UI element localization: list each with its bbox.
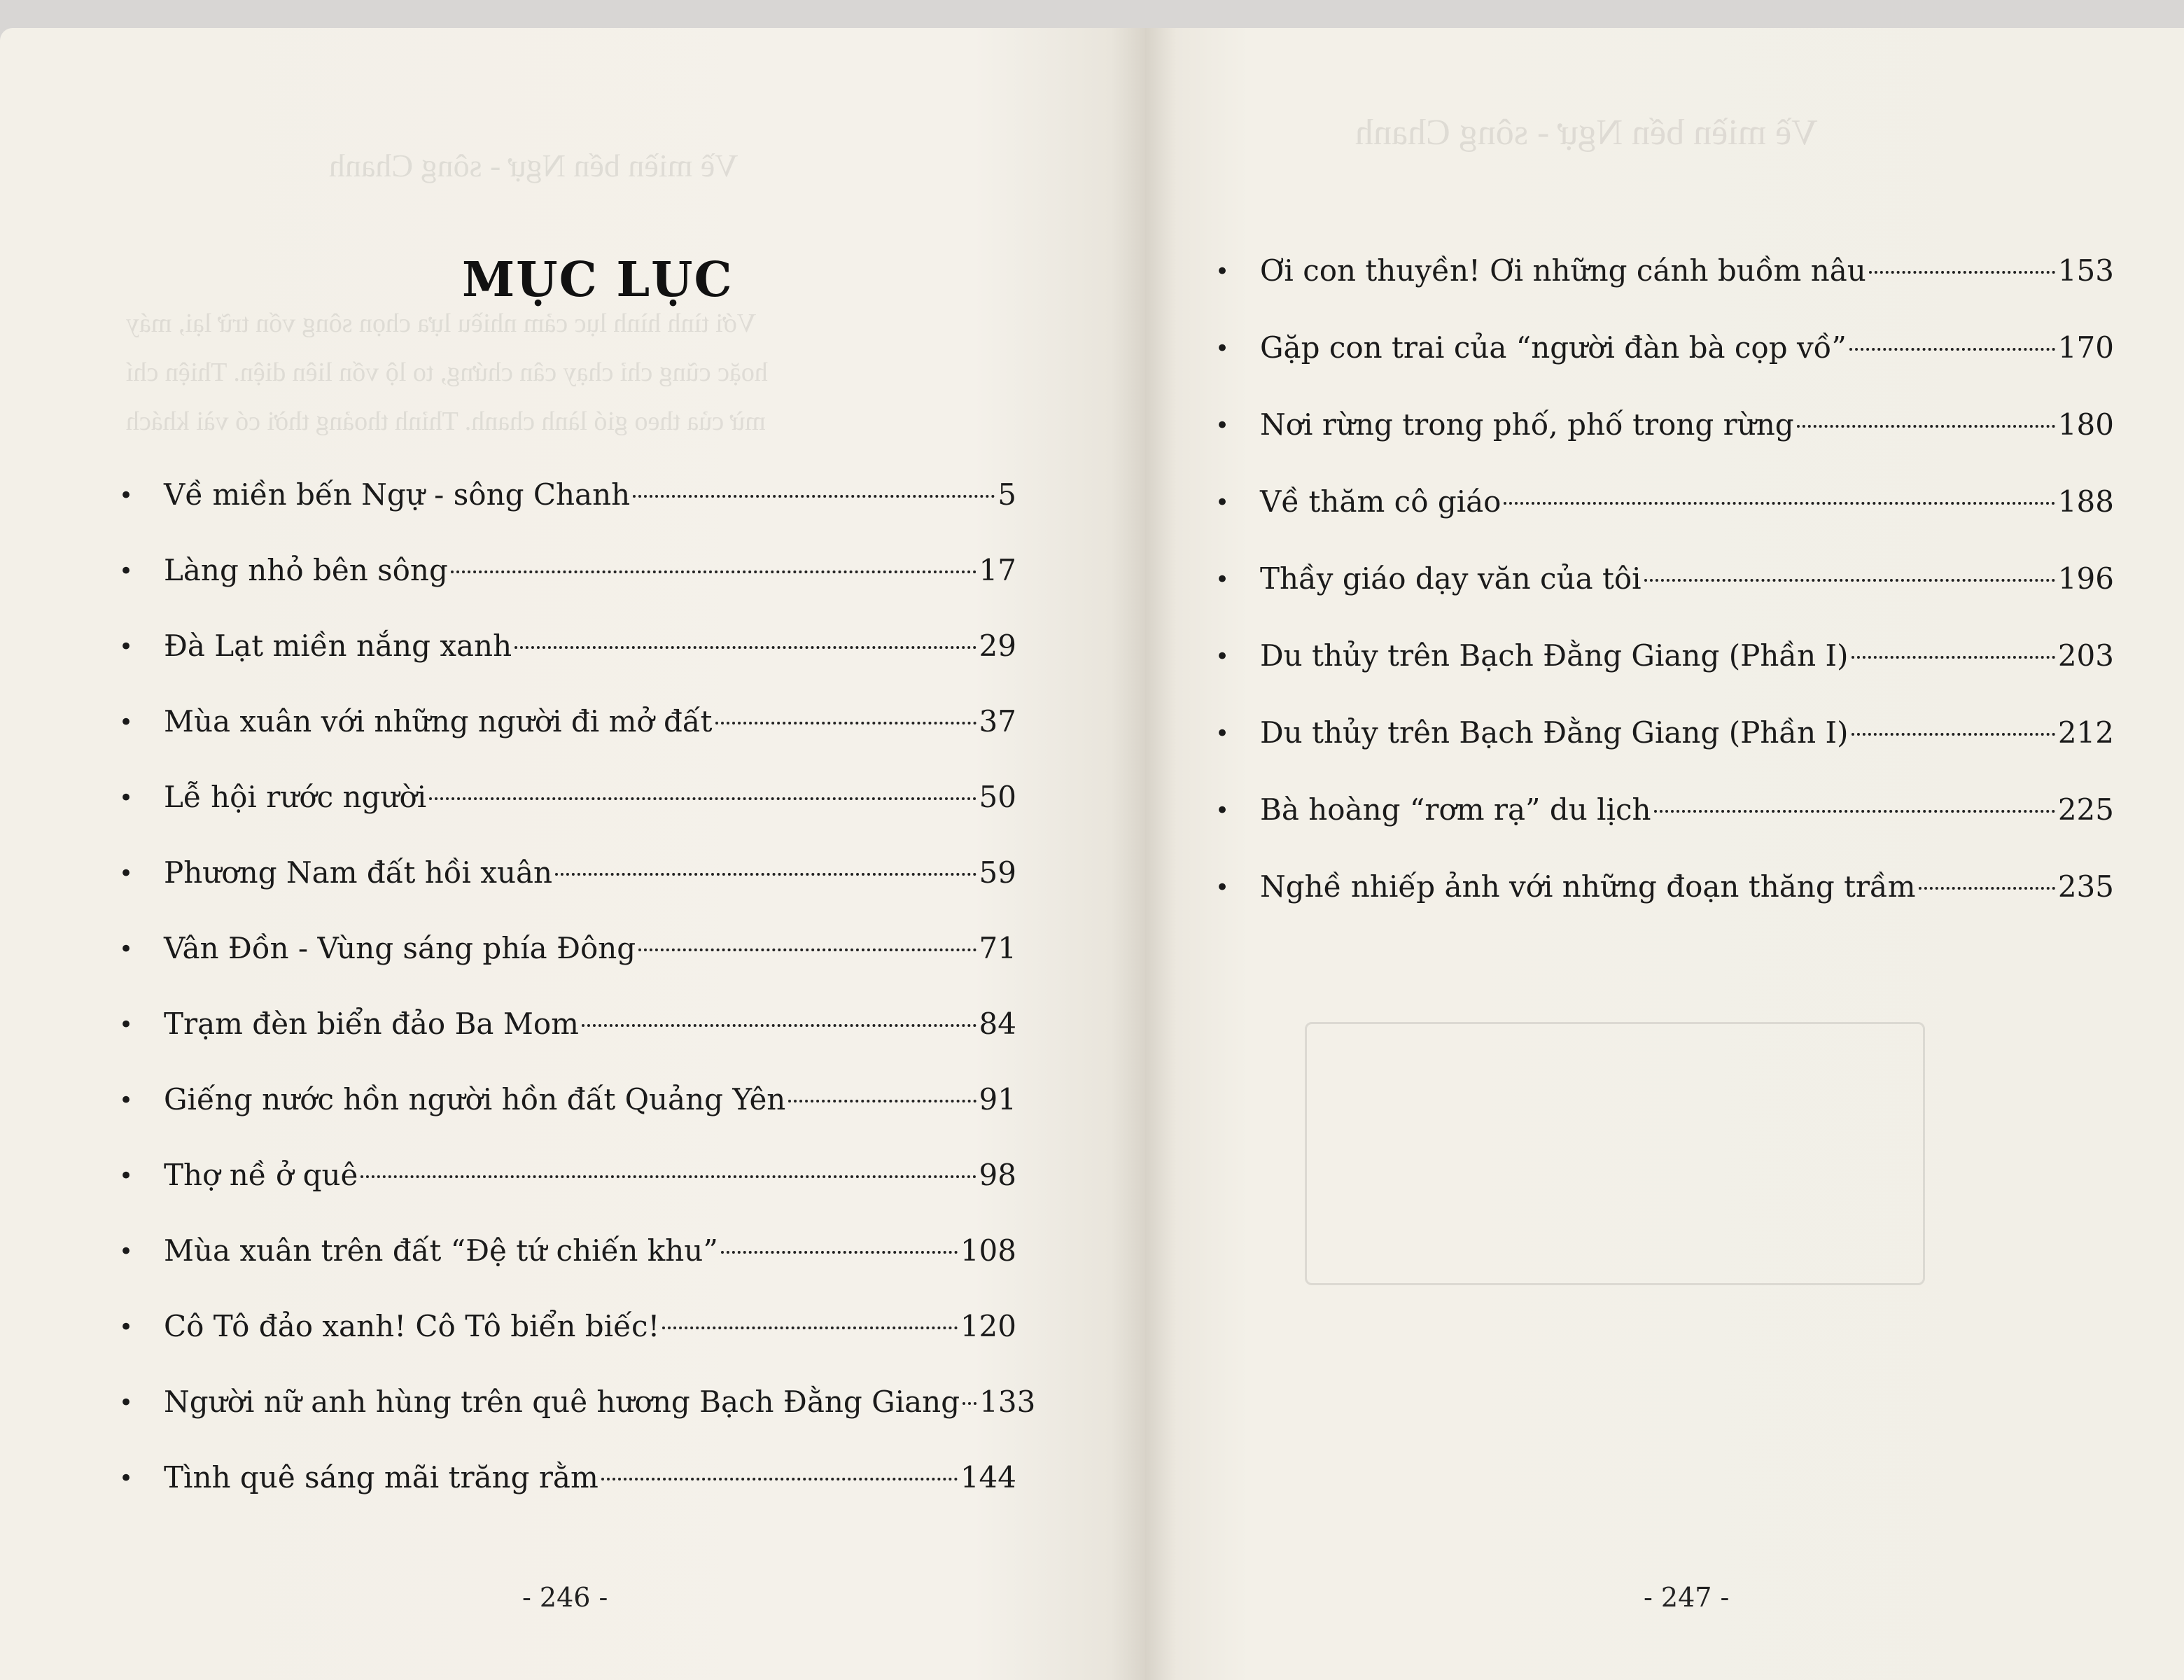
toc-entry[interactable] <box>119 704 1016 738</box>
bullet-icon: • <box>1215 412 1230 440</box>
toc-entry[interactable] <box>119 931 1016 965</box>
entry-title: Thầy giáo dạy văn của tôi <box>1260 561 1642 596</box>
dot-leader <box>1869 271 2055 274</box>
toc-entry[interactable] <box>119 629 1016 663</box>
bullet-icon: • <box>119 482 134 510</box>
entry-page-number: 71 <box>979 931 1016 965</box>
dot-leader <box>662 1326 957 1329</box>
entry-page-number: 235 <box>2057 869 2114 904</box>
toc-entry[interactable] <box>119 1007 1016 1041</box>
entry-page-number: 133 <box>979 1385 1036 1419</box>
bullet-icon: • <box>1215 566 1230 594</box>
dot-leader <box>788 1100 976 1102</box>
entry-page-number: 17 <box>979 553 1016 587</box>
entry-title: Mùa xuân với những người đi mở đất <box>164 704 713 738</box>
entry-title: Giếng nước hồn người hồn đất Quảng Yên <box>164 1082 786 1116</box>
dot-leader <box>721 1251 958 1254</box>
bullet-icon: • <box>1215 489 1230 517</box>
bullet-icon: • <box>1215 643 1230 671</box>
bullet-icon: • <box>119 784 134 812</box>
entry-title: Đà Lạt miền nắng xanh <box>164 629 512 663</box>
toc-title: MỤC LỤC <box>462 252 734 308</box>
entry-title: Du thủy trên Bạch Đằng Giang (Phần I) <box>1260 638 1849 673</box>
entry-title: Tình quê sáng mãi trăng rằm <box>164 1460 598 1494</box>
toc-entry[interactable] <box>119 553 1016 587</box>
entry-page-number: 225 <box>2057 792 2114 827</box>
bleed-through-box <box>1305 1022 1925 1285</box>
bullet-icon: • <box>119 1464 134 1492</box>
bullet-icon: • <box>119 1313 134 1341</box>
entry-title: Người nữ anh hùng trên quê hương Bạch Đằng Giang <box>164 1385 960 1419</box>
entry-page-number: 180 <box>2057 407 2114 442</box>
toc-entry[interactable] <box>119 477 1016 512</box>
book-spread <box>0 28 2184 1680</box>
toc-entry[interactable] <box>119 1460 1016 1494</box>
entry-page-number: 84 <box>979 1007 1016 1041</box>
entry-page-number: 144 <box>960 1460 1016 1494</box>
toc-entry[interactable] <box>1215 638 2114 673</box>
entry-page-number: 170 <box>2057 330 2114 365</box>
toc-entry[interactable] <box>119 1158 1016 1192</box>
bleed-through-text: mừ của theo gió lành chanh. Thỉnh thoảng thời có vài khách <box>126 407 766 436</box>
entry-title: Nghề nhiếp ảnh với những đoạn thăng trầm <box>1260 869 1916 904</box>
bullet-icon: • <box>1215 258 1230 286</box>
dot-leader <box>1654 810 2055 813</box>
dot-leader <box>633 495 995 498</box>
entry-page-number: 188 <box>2057 484 2114 519</box>
entry-title: Làng nhỏ bên sông <box>164 553 448 587</box>
entry-page-number: 37 <box>979 704 1016 738</box>
entry-title: Gặp con trai của “người đàn bà cọp vồ” <box>1260 330 1847 365</box>
dot-leader <box>514 646 976 649</box>
dot-leader <box>1851 656 2055 659</box>
bullet-icon: • <box>119 860 134 888</box>
toc-entry[interactable] <box>1215 484 2114 519</box>
bullet-icon: • <box>119 1238 134 1266</box>
entry-page-number: 203 <box>2057 638 2114 673</box>
dot-leader <box>360 1175 976 1178</box>
entry-title: Về thăm cô giáo <box>1260 484 1502 519</box>
bullet-icon: • <box>1215 720 1230 748</box>
dot-leader <box>582 1024 976 1027</box>
dot-leader <box>429 797 976 800</box>
entry-page-number: 153 <box>2057 253 2114 288</box>
toc-entry[interactable] <box>119 1309 1016 1343</box>
page-number: - 247 - <box>1644 1582 1730 1613</box>
entry-title: Du thủy trên Bạch Đằng Giang (Phần I) <box>1260 715 1849 750</box>
toc-entry[interactable] <box>119 1385 1036 1419</box>
toc-entry[interactable] <box>119 1082 1016 1116</box>
dot-leader <box>962 1402 976 1405</box>
entry-title: Vân Đồn - Vùng sáng phía Đông <box>164 931 636 965</box>
bullet-icon: • <box>119 557 134 585</box>
bullet-icon: • <box>119 935 134 963</box>
dot-leader <box>451 570 976 573</box>
page-number: - 246 - <box>522 1582 608 1613</box>
entry-page-number: 29 <box>979 629 1016 663</box>
entry-title: Thợ nề ở quê <box>164 1158 358 1192</box>
entry-page-number: 91 <box>979 1082 1016 1116</box>
bullet-icon: • <box>1215 797 1230 825</box>
dot-leader <box>715 722 976 724</box>
entry-title: Phương Nam đất hồi xuân <box>164 855 553 890</box>
dot-leader <box>1504 502 2054 505</box>
entry-page-number: 5 <box>997 477 1016 512</box>
entry-page-number: 196 <box>2057 561 2114 596</box>
toc-entry[interactable] <box>1215 253 2114 288</box>
bullet-icon: • <box>119 708 134 736</box>
entry-page-number: 98 <box>979 1158 1016 1192</box>
bullet-icon: • <box>1215 874 1230 902</box>
entry-page-number: 59 <box>979 855 1016 890</box>
toc-entry[interactable] <box>1215 561 2114 596</box>
bleed-through-text: Về miền bến Ngự - sông Chanh <box>1355 113 1818 153</box>
bullet-icon: • <box>119 1162 134 1190</box>
toc-entry[interactable] <box>1215 407 2114 442</box>
right-page <box>1145 28 2184 1680</box>
entry-page-number: 50 <box>979 780 1016 814</box>
entry-page-number: 212 <box>2057 715 2114 750</box>
bullet-icon: • <box>119 1389 134 1417</box>
dot-leader <box>1644 579 2055 582</box>
toc-entry[interactable] <box>119 855 1016 890</box>
entry-title: Bà hoàng “rơm rạ” du lịch <box>1260 792 1651 827</box>
toc-entry[interactable] <box>1215 330 2114 365</box>
dot-leader <box>1849 348 2055 351</box>
dot-leader <box>601 1478 958 1480</box>
dot-leader <box>555 873 976 876</box>
toc-entry[interactable] <box>1215 715 2114 750</box>
dot-leader <box>1797 425 2055 428</box>
bleed-through-text: Về miền bến Ngự - sông Chanh <box>329 148 738 183</box>
entry-title: Nơi rừng trong phố, phố trong rừng <box>1260 407 1794 442</box>
bullet-icon: • <box>119 1011 134 1039</box>
bleed-through-text: Với tình hình lục cảm nhiều lựa chọn sông vốn trữ lại, máy <box>126 309 757 338</box>
bullet-icon: • <box>1215 335 1230 363</box>
entry-page-number: 108 <box>960 1233 1016 1268</box>
toc-entry[interactable] <box>119 780 1016 814</box>
toc-entry[interactable] <box>1215 792 2114 827</box>
entry-title: Trạm đèn biển đảo Ba Mom <box>164 1007 579 1041</box>
toc-entry[interactable] <box>1215 869 2114 904</box>
toc-entry[interactable] <box>119 1233 1016 1268</box>
entry-title: Về miền bến Ngự - sông Chanh <box>164 477 631 512</box>
dot-leader <box>638 948 976 951</box>
entry-title: Lễ hội rước người <box>164 780 427 814</box>
entry-page-number: 120 <box>960 1309 1016 1343</box>
entry-title: Mùa xuân trên đất “Đệ tứ chiến khu” <box>164 1233 718 1268</box>
dot-leader <box>1919 887 2055 890</box>
bullet-icon: • <box>119 1086 134 1114</box>
entry-title: Ơi con thuyền! Ơi những cánh buồm nâu <box>1260 253 1866 288</box>
left-page <box>0 28 1145 1680</box>
dot-leader <box>1851 733 2055 736</box>
entry-title: Cô Tô đảo xanh! Cô Tô biển biếc! <box>164 1309 660 1343</box>
bleed-through-text: hoặc cũng chỉ chạy cân chứng, to lộ vốn liên diện. Thiện chí <box>126 358 768 387</box>
bullet-icon: • <box>119 633 134 661</box>
